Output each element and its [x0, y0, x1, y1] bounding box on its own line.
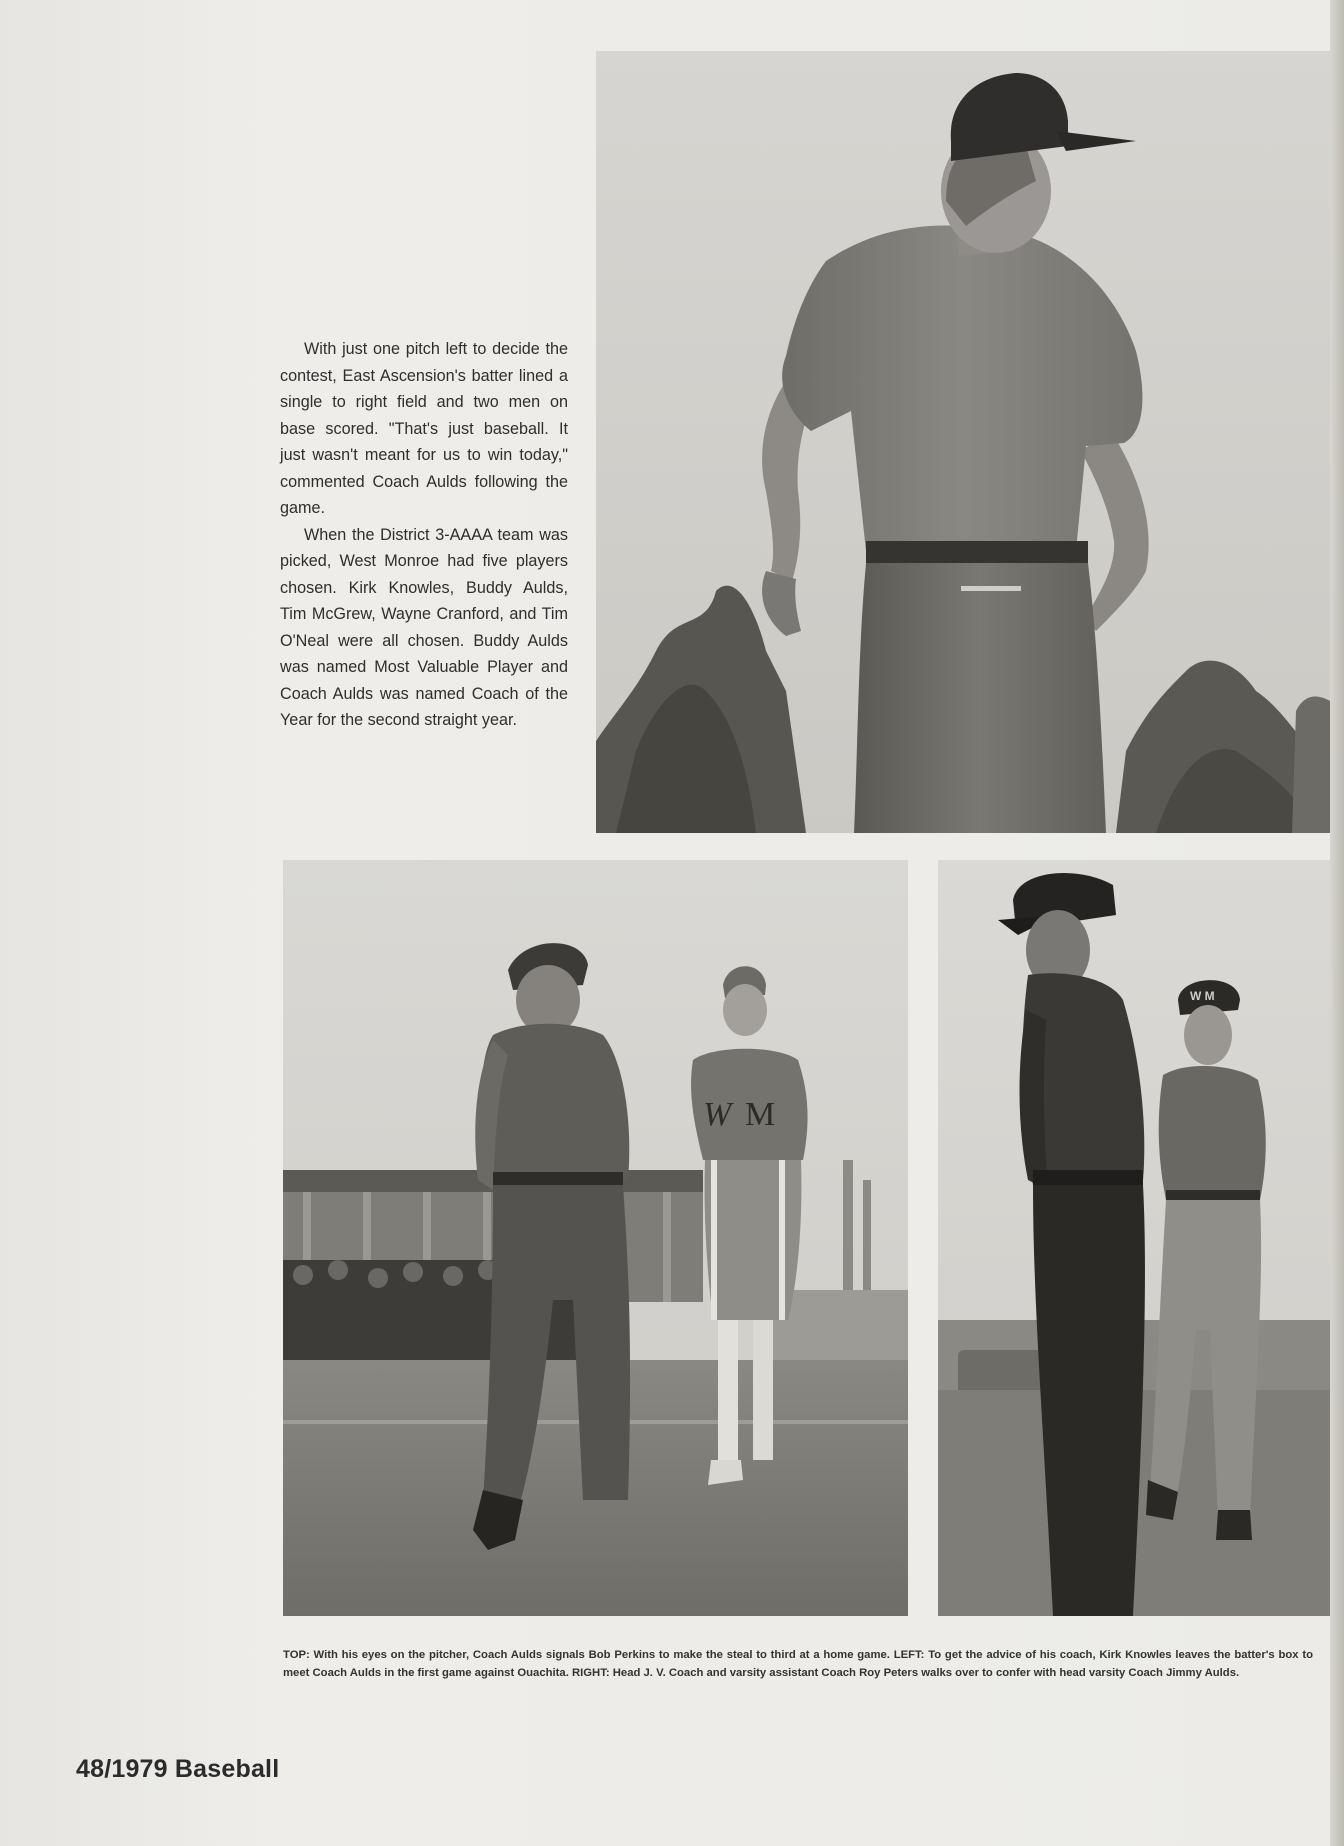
- photo-caption: TOP: With his eyes on the pitcher, Coach Aulds signals Bob Perkins to make the steal to third at a home game. LEFT: To get the advice of his coach, Kirk Knowles leaves the batter's box to meet Coach Aulds in the first game against Ouachita. RIGHT: Head J. V. Coach and varsity assistant Coach Roy Peters walks over to confer with head varsity Coach Jimmy Aulds.: [283, 1649, 1313, 1679]
- svg-text:W: W: [703, 1096, 732, 1133]
- photo-left-knowles-meets-coach: [283, 860, 908, 1616]
- story-paragraph-1: With just one pitch left to decide the contest, East Ascension's batter lined a single to right field and two men on base scored. "That's just baseball. It just wasn't meant for us to win today," commented Coach Aulds following the game.: [280, 340, 568, 517]
- story-paragraph-2: When the District 3-AAAA team was picked, West Monroe had five players chosen. Kirk Knowles, Buddy Aulds, Tim McGrew, Wayne Cranford, and Tim O'Neal were all chosen. Buddy Aulds was named Most Valuable Player and Coach Aulds was named Coach of the Year for the second straight year.: [280, 525, 568, 729]
- svg-text:M: M: [745, 1096, 776, 1133]
- page-edge-shadow: [1330, 0, 1344, 1846]
- photo-right-peters-confers: [938, 860, 1330, 1616]
- story-text: [280, 336, 568, 734]
- photo-top-coach-signals: [596, 51, 1330, 833]
- page-folio: 48/1979 Baseball: [76, 1755, 280, 1783]
- svg-text:W M: W M: [1190, 989, 1215, 1003]
